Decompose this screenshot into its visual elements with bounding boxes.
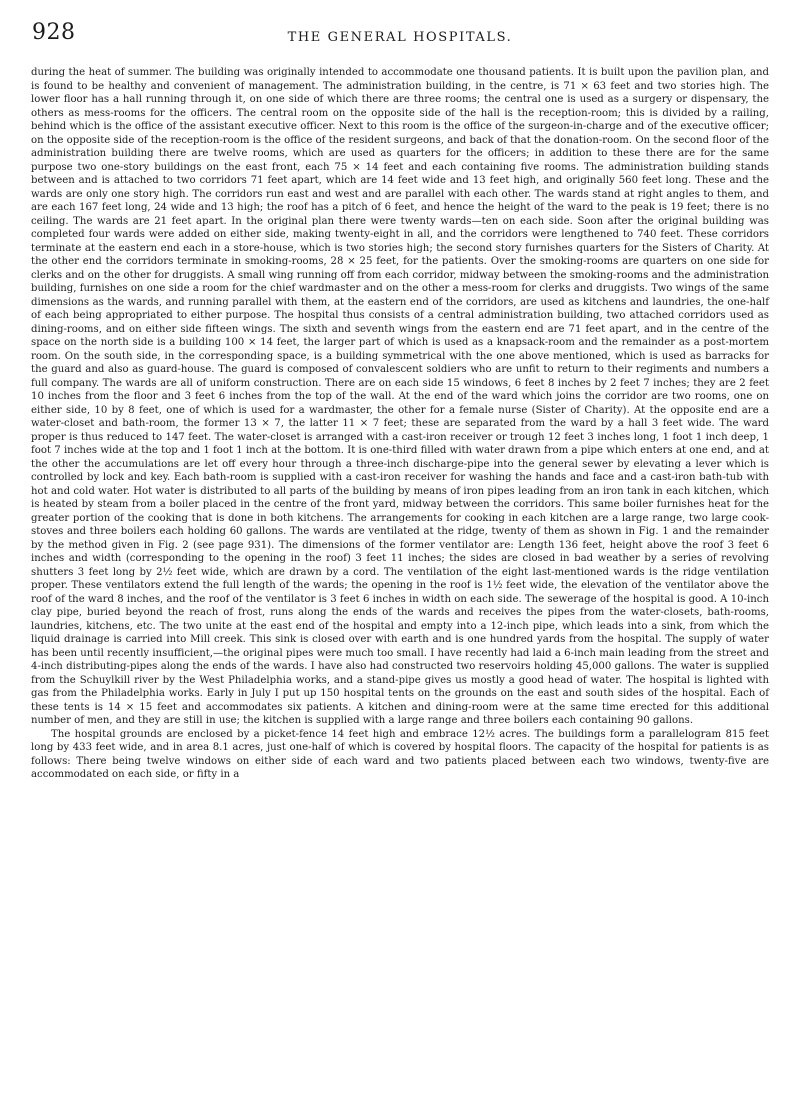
- page-number: 928: [32, 20, 76, 45]
- body-text: [31, 66, 769, 782]
- running-head: THE GENERAL HOSPITALS.: [287, 30, 513, 45]
- paragraph: during the heat of summer. The building was originally intended to accommodate one thousand patients. It is built upon the pavilion plan, and is found to be healthy and convenient of management. The administration building, in the centre, is 71 × 63 feet and two stories high. The lower floor has a hall running through it, on one side of which there are three rooms; the central one is used as a surgery or dispensary, the others as mess-rooms for the officers. The central room on the opposite side of the hall is the reception-room; this is divided by a railing, behind which is the office of the assistant executive officer. Next to this room is the office of the surgeon-in-charge and of the executive officer; on the opposite side of the reception-room is the office of the resident surgeons, and back of that the donation-room. On the second floor of the administration building there are twelve rooms, which are used as quarters for the officers; in addition to these there are for the same purpose two one-story buildings on the east front, each 75 × 14 feet and each containing five rooms. The administration building stands between and is attached to two corridors 71 feet apart, which are 14 feet wide and 13 feet high, and originally 560 feet long. These and the wards are only one story high. The corridors run east and west and are parallel with each other. The wards stand at right angles to them, and are each 167 feet long, 24 wide and 13 high; the roof has a pitch of 6 feet, and hence the height of the ward to the peak is 19 feet; there is no ceiling. The wards are 21 feet apart. In the original plan there were twenty wards—ten on each side. Soon after the original building was completed four wards were added on either side, making twenty-eight in all, and the corridors were lengthened to 740 feet. These corridors terminate at the eastern end each in a store-house, which is two stories high; the second story furnishes quarters for the Sisters of Charity. At the other end the corridors terminate in smoking-rooms, 28 × 25 feet, for the patients. Over the smoking-rooms are quarters on one side for clerks and on the other for druggists. A small wing running off from each corridor, midway between the smoking-rooms and the administration building, furnishes on one side a room for the chief wardmaster and on the other a mess-room for clerks and druggists. Two wings of the same dimensions as the wards, and running parallel with them, at the eastern end of the corridors, are used as kitchens and laundries, the one-half of each being appropriated to either purpose. The hospital thus consists of a central administration building, two attached corridors used as dining-rooms, and on either side fifteen wings. The sixth and seventh wings from the eastern end are 71 feet apart, and in the centre of the space on the north side is a building 100 × 14 feet, the larger part of which is used as a knapsack-room and the remainder as a post-mortem room. On the south side, in the corresponding space, is a building symmetrical with the one above mentioned, which is used as barracks for the guard and also as guard-house. The guard is composed of convalescent soldiers who are unfit to return to their regiments and numbers a full company. The wards are all of uniform construction. There are on each side 15 windows, 6 feet 8 inches by 2 feet 7 inches; they are 2 feet 10 inches from the floor and 3 feet 6 inches from the top of the wall. At the end of the ward which joins the corridor are two rooms, one on either side, 10 by 8 feet, one of which is used for a wardmaster, the other for a female nurse (Sister of Charity). At the opposite end are a water-closet and bath-room, the former 13 × 7, the latter 11 × 7 feet; these are separated from the ward by a hall 3 feet wide. The ward proper is thus reduced to 147 feet. The water-closet is arranged with a cast-iron receiver or trough 12 feet 3 inches long, 1 foot 1 inch deep, 1 foot 7 inches wide at the top and 1 foot 1 inch at the bottom. It is one-third filled with water drawn from a pipe which enters at one end, and at the other the accumulations are let off every hour through a three-inch discharge-pipe into the general sewer by elevating a lever which is controlled by lock and key. Each bath-room is supplied with a cast-iron receiver for washing the hands and face and a cast-iron bath-tub with hot and cold water. Hot water is distributed to all parts of the building by means of iron pipes leading from an iron tank in each kitchen, which is heated by steam from a boiler placed in the centre of the front yard, midway between the corridors. This same boiler furnishes heat for the greater portion of the cooking that is done in both kitchens. The arrangements for cooking in each kitchen are a large range, two large cook-stoves and three boilers each holding 60 gallons. The wards are ventilated at the ridge, twenty of them as shown in Fig. 1 and the remainder by the method given in Fig. 2 (see page 931). The dimensions of the former ventilator are: Length 136 feet, height above the roof 3 feet 6 inches and width (corresponding to the opening in the roof) 3 feet 11 inches; the sides are closed in bad weather by a series of revolving shutters 3 feet long by 2½ feet wide, which are drawn by a cord. The ventilation of the eight last-mentioned wards is the ridge ventilation proper. These ventilators extend the full length of the wards; the opening in the roof is 1½ feet wide, the elevation of the ventilator above the roof of the ward 8 inches, and the roof of the ventilator is 3 feet 6 inches in width on each side. The sewerage of the hospital is good. A 10-inch clay pipe, buried beyond the reach of frost, runs along the ends of the wards and receives the pipes from the water-closets, bath-rooms, laundries, kitchens, etc. The two unite at the east end of the hospital and empty into a 12-inch pipe, which leads into a sink, from which the liquid drainage is carried into Mill creek. This sink is closed over with earth and is one hundred yards from the hospital. The supply of water has been until recently insufficient,—the original pipes were much too small. I have recently had laid a 6-inch main leading from the street and 4-inch distributing-pipes along the ends of the wards. I have also had constructed two reservoirs holding 45,000 gallons. The water is supplied from the Schuylkill river by the West Philadelphia works, and a stand-pipe gives us mostly a good head of water. The hospital is lighted with gas from the Philadelphia works. Early in July I put up 150 hospital tents on the grounds on the east and south sides of the hospital. Each of these tents is 14 × 15 feet and accommodates six patients. A kitchen and dining-room were at the same time erected for this additional number of men, and they are still in use; the kitchen is supplied with a large range and three boilers each containing 90 gallons.: [31, 67, 769, 726]
- paragraph: The hospital grounds are enclosed by a picket-fence 14 feet high and embrace 12½ acres. The buildings form a parallelogram 815 feet long by 433 feet wide, and in area 8.1 acres, just one-half of which is covered by hospital floors. The capacity of the hospital for patients is as follows: There being twelve windows on either side of each ward and two patients placed between each two windows, twenty-five are accommodated on each side, or fifty in a: [31, 728, 769, 780]
- page-header: [32, 20, 768, 58]
